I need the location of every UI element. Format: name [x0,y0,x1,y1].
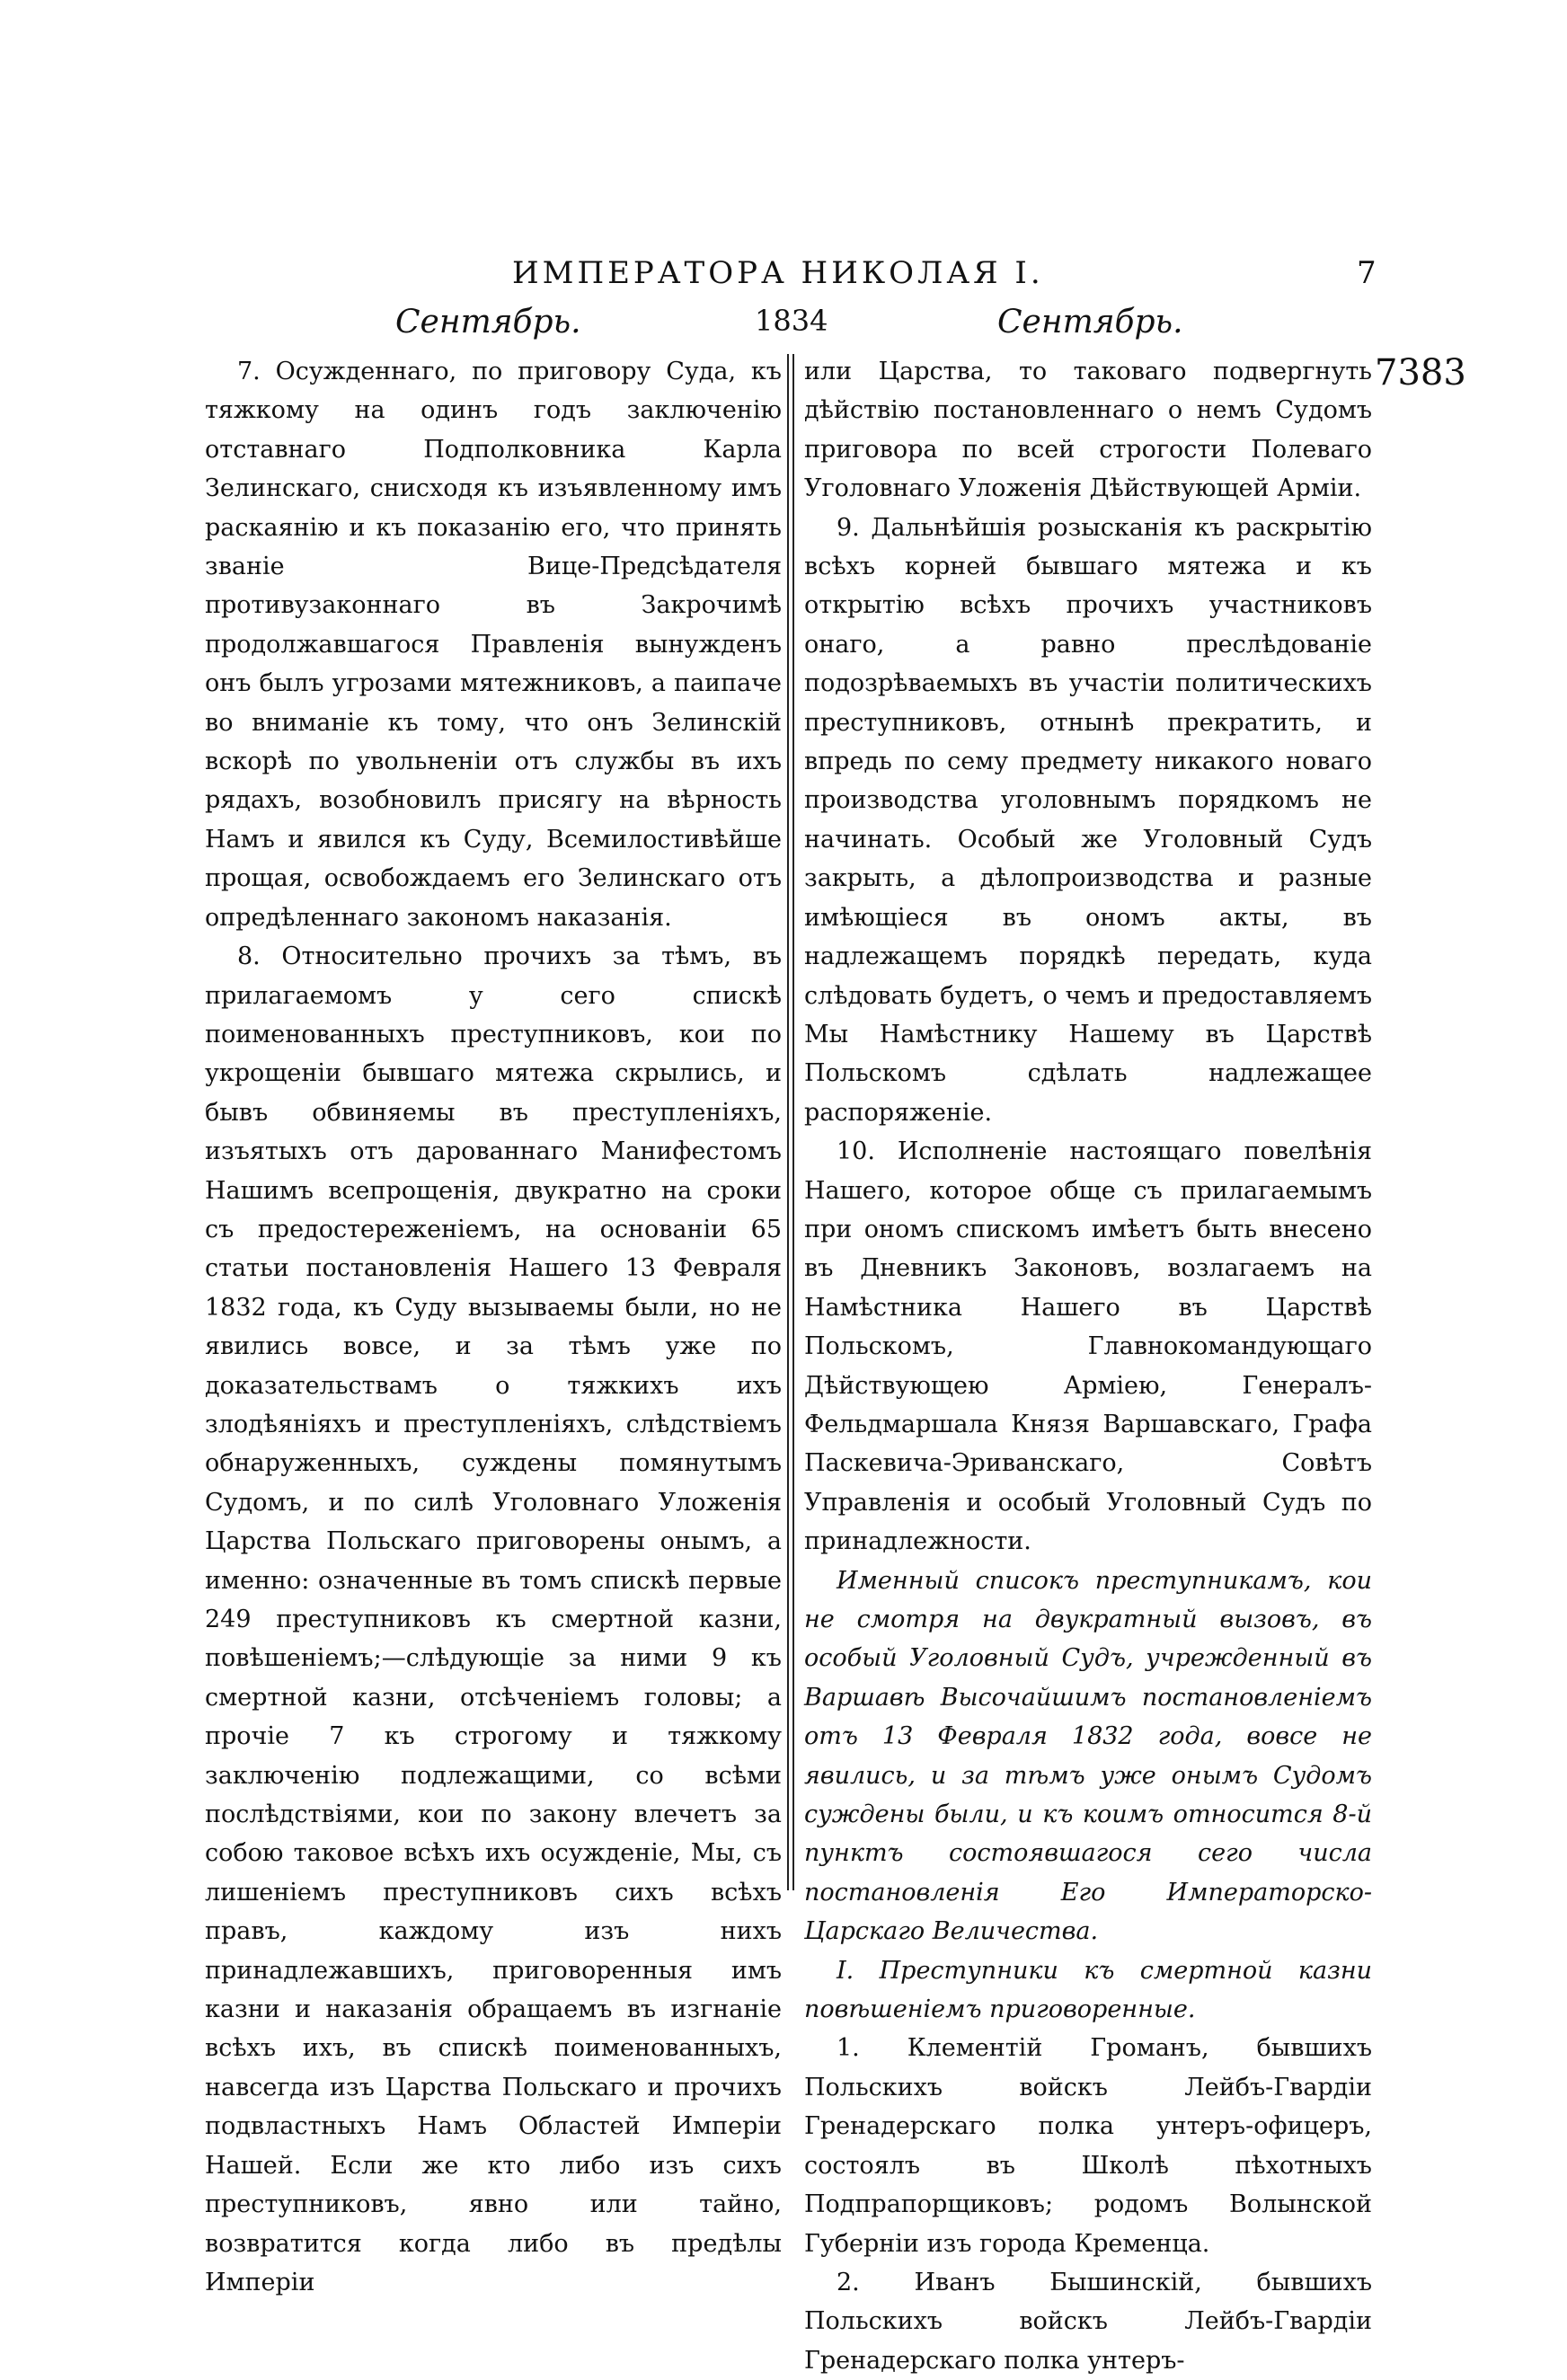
left-column [205,352,782,2302]
article-7: 7. Осужденнаго, по приговору Суда, къ тяжкому на одинъ годъ заключенію отставнаго Подполковника Карла Зелинскаго, снисходя къ изъявленному имъ раскаянію и къ показанію его, что принять званіе Вице-Предсѣдателя противузаконнаго въ Закрочимѣ продолжавшагося Правленія вынужденъ онъ былъ угрозами мятежниковъ, а паипаче во вниманіе къ тому, что онъ Зелинскій вскорѣ по увольненіи отъ службы въ ихъ рядахъ, возобновилъ присягу на вѣрность Намъ и явился къ Суду, Всемилостивѣйше прощая, освобождаемъ его Зелинскаго отъ опредѣленнаго закономъ наказанія. [205,358,782,932]
list-heading: Именный списокъ преступникамъ, кои не смотря на двукратный вызовъ, въ особый Уголовный Судъ, учрежденный въ Варшавѣ Высочайшимъ постановленіемъ отъ 13 Февраля 1832 года, вовсе не явились, и за тѣмъ уже онымъ Судомъ суждены были, и къ коимъ относится 8-й пунктъ состоявшагося сего числа постановленія Его Императорско-Царскаго Величества. [804,1566,1372,1946]
list-entry-1: 1. Клементій Громанъ, бывшихъ Польскихъ войскъ Лейбъ-Гвардіи Гренадерскаго полка унтеръ-офицеръ, состоялъ въ Школѣ пѣхотныхъ Подпрапорщиковъ; родомъ Волынской Губерніи изъ города Кременца. [804,2034,1372,2258]
month-left: Сентябрь. [395,304,581,341]
article-10: 10. Исполненіе настоящаго повелѣнія Нашего, которое обще съ прилагаемымъ при ономъ спискомъ имѣетъ быть внесено въ Дневникъ Законовъ, возлагаемъ на Намѣстника Нашего въ Царствѣ Польскомъ, Главнокомандующаго Дѣйствующею Арміею, Генералъ-Фельдмаршала Князя Варшавскаго, Графа Паскевича-Эриванскаго, Совѣтъ Управленія и особый Уголовный Судъ по принадлежности. [804,1137,1372,1556]
article-8: 8. Относительно прочихъ за тѣмъ, въ прилагаемомъ у сего спискѣ поименованныхъ преступниковъ, кои по укрощеніи бывшаго мятежа скрылись, и бывъ обвиняемы въ преступленіяхъ, изъятыхъ отъ дарованнаго Манифестомъ Нашимъ всепрощенія, двукратно на сроки съ предостереженіемъ, на основаніи 65 статьи постановленія Нашего 13 Февраля 1832 года, къ Суду вызываемы были, но не явились вовсе, и за тѣмъ уже по доказательствамъ о тяжкихъ ихъ злодѣяніяхъ и преступленіяхъ, слѣдствіемъ обнаруженныхъ, суждены помянутымъ Судомъ, и по силѣ Уголовнаго Уложенія Царства Польскаго приговорены онымъ, а именно: означенные въ томъ спискѣ первые 249 преступниковъ къ смертной казни, повѣшеніемъ;—слѣдующіе за ними 9 къ смертной казни, отсѣченіемъ головы; а прочіе 7 къ строгому и тяжкому заключенію подлежащими, со всѣми послѣдствіями, кои по закону влечетъ за собою таковое всѣхъ ихъ осужденіе, Мы, съ лишеніемъ преступниковъ сихъ всѣхъ правъ, каждому изъ нихъ принадлежавшихъ, приговоренныя имъ казни и наказанія обращаемъ въ изгнаніе всѣхъ ихъ, въ спискѣ поименованныхъ, навсегда изъ Царства Польскаго и прочихъ подвластныхъ Намъ Областей Имперіи Нашей. Если же кто либо изъ сихъ преступниковъ, явно или тайно, возвратится когда либо въ предѣлы Имперіи [205,942,782,2296]
date-line [395,304,1204,349]
column-divider [787,354,794,1890]
running-title: ИМПЕРАТОРА НИКОЛАЯ I. [512,255,1044,291]
year: 1834 [755,304,828,338]
section-heading: I. Преступники къ смертной казни повѣшеніемъ приговоренные. [804,1956,1372,2024]
right-column [804,352,1372,2380]
article-9: 9. Дальнѣйшія розысканія къ раскрытію всѣхъ корней бывшаго мятежа и къ открытію всѣхъ прочихъ участниковъ онаго, а равно преслѣдованіе подозрѣваемыхъ въ участіи политическихъ преступниковъ, отнынѣ прекратить, и впредь по сему предмету никакого новаго производства уголовнымъ порядкомъ не начинать. Особый же Уголовный Судъ закрыть, а дѣлопроизводства и разные имѣющіеся въ ономъ акты, въ надлежащемъ порядкѣ передать, куда слѣдовать будетъ, о чемъ и предоставляемъ Мы Намѣстнику Нашему въ Царствѣ Польскомъ сдѣлать надлежащее распоряженіе. [804,513,1372,1127]
list-entry-2: 2. Иванъ Бышинскій, бывшихъ Польскихъ войскъ Лейбъ-Гвардіи Гренадерскаго полка унтеръ- [804,2268,1372,2375]
month-right: Сентябрь. [997,304,1183,341]
article-8-continued: или Царства, то таковаго подвергнуть дѣйствію постановленнаго о немъ Судомъ приговора по всей строгости Полеваго Уголовнаго Уложенія Дѣйствующей Арміи. [804,358,1372,503]
page-number: 7 [1357,255,1380,291]
marginal-law-number: 7383 [1375,352,1466,394]
